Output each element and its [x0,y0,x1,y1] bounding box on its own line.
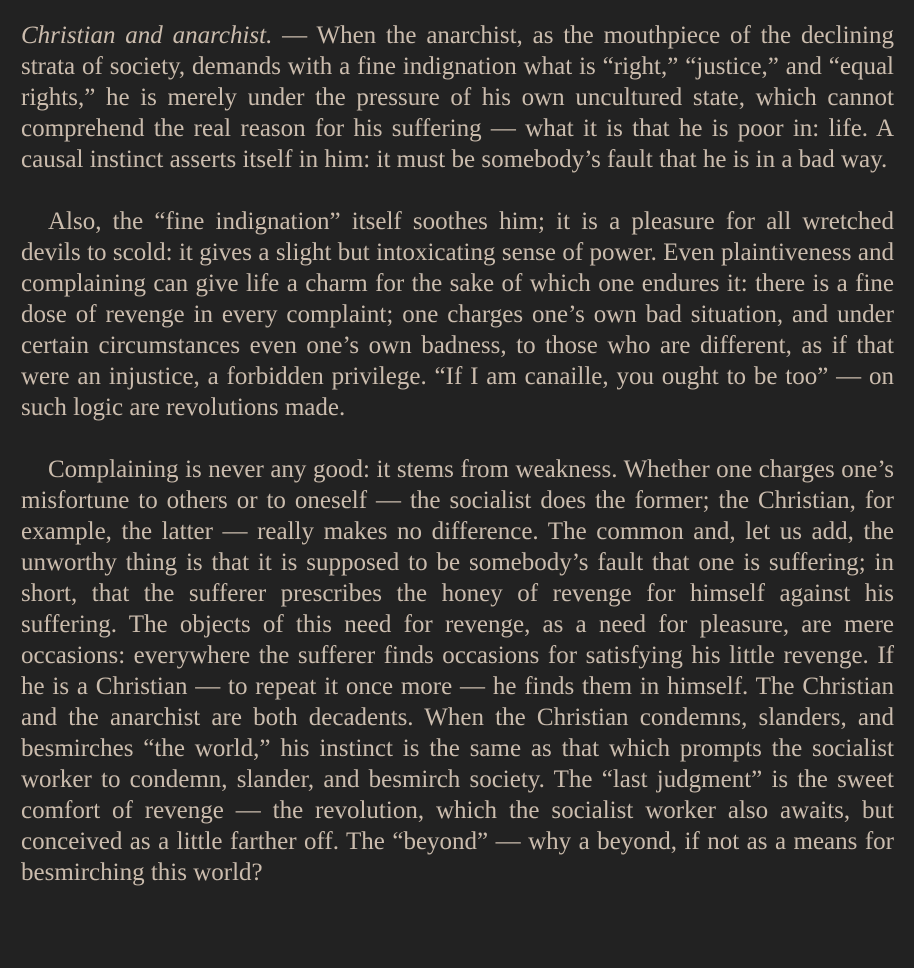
section-lead: Christian and anarchist. [21,22,273,49]
paragraph-1-text: — When the anarchist, as the mouthpiece of the declining strata of society, demands with a fine indignation what is “right,” “justice,” and “equal rights,” he is merely under the pressure of his own uncultured state, which cannot comprehend the real reason for his suffering — what it is that he is poor in: life. A causal instinct asserts itself in him: it must be somebody’s fault that he is in a bad way. [21,22,894,173]
paragraph-2: Also, the “fine indignation” itself soothes him; it is a pleasure for all wretched devils to scold: it gives a slight but intoxicating sense of power. Even plaintiveness and complaining can give life a charm for the sake of which one endures it: there is a fine dose of revenge in every complaint; one charges one’s own bad situation, and under certain circumstances even one’s own badness, to those who are different, as if that were an injustice, a forbidden privilege. “If I am canaille, you ought to be too” — on such logic are revolutions made. [21,208,894,421]
paragraph-3: Complaining is never any good: it stems from weakness. Whether one charges one’s misfortune to others or to oneself — the socialist does the former; the Christian, for example, the latter — really makes no difference. The common and, let us add, the unworthy thing is that it is supposed to be somebody’s fault that one is suffering; in short, that the sufferer prescribes the honey of revenge for himself against his suffering. The objects of this need for revenge, as a need for pleasure, are mere occasions: everywhere the sufferer finds occasions for satisfying his little revenge. If he is a Christian — to repeat it once more — he finds them in himself. The Christian and the anarchist are both decadents. When the Christian condemns, slanders, and besmirches “the world,” his instinct is the same as that which prompts the socialist worker to condemn, slander, and besmirch society. The “last judgment” is the sweet comfort of revenge — the revolution, which the socialist worker also awaits, but conceived as a little farther off. The “beyond” — why a beyond, if not as a means for besmirching this world? [21,456,894,886]
paragraph-1 [21,20,894,175]
